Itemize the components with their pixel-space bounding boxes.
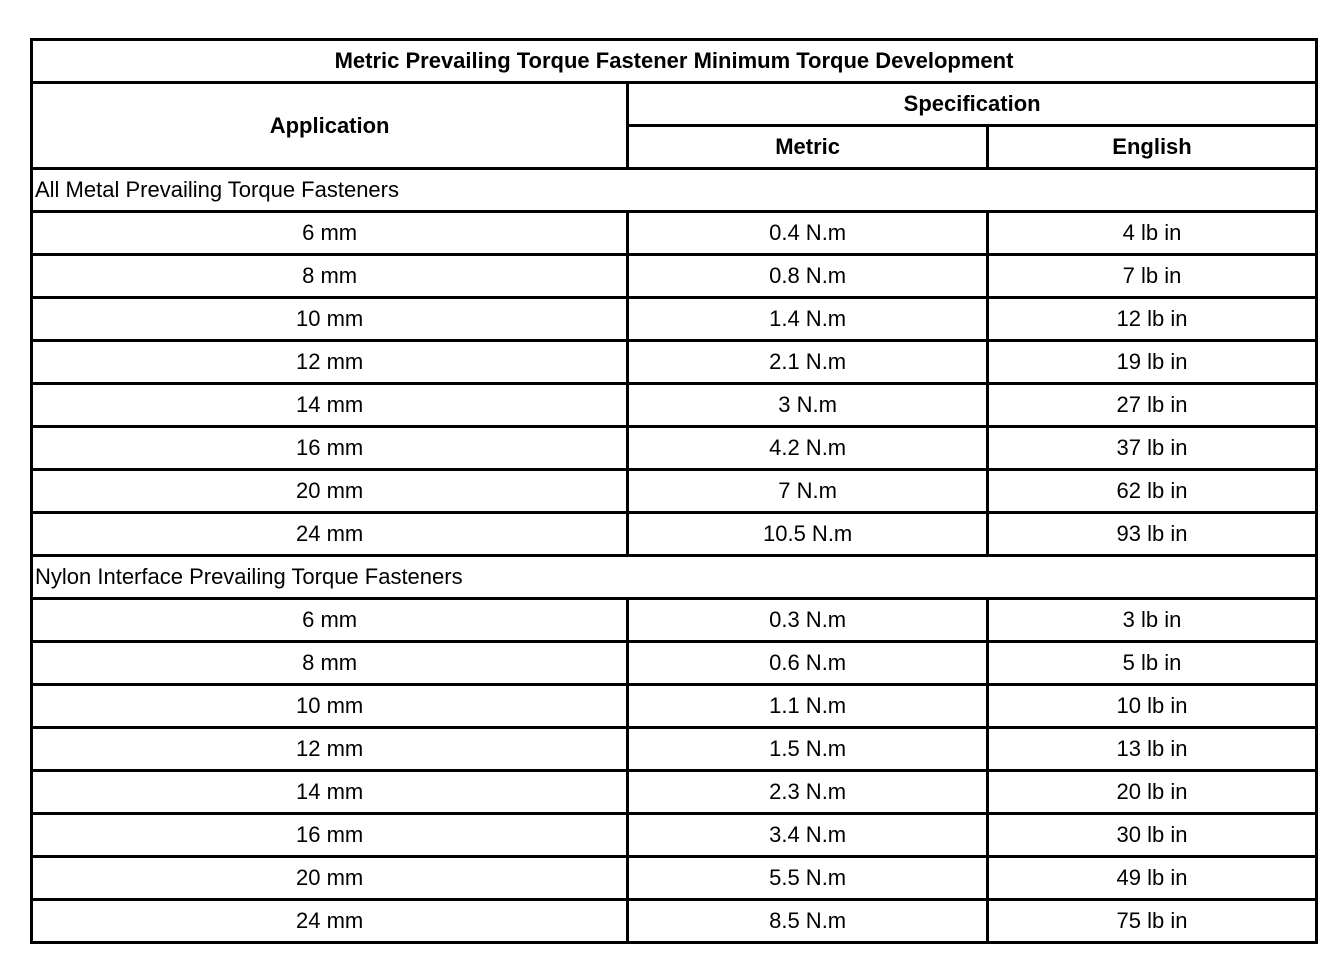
application-cell: 14 mm bbox=[32, 771, 628, 814]
metric-cell: 5.5 N.m bbox=[628, 857, 988, 900]
application-cell: 10 mm bbox=[32, 298, 628, 341]
application-cell: 16 mm bbox=[32, 427, 628, 470]
metric-cell: 7 N.m bbox=[628, 470, 988, 513]
english-cell: 62 lb in bbox=[988, 470, 1317, 513]
application-cell: 24 mm bbox=[32, 900, 628, 943]
table-row bbox=[32, 857, 1317, 900]
table-row bbox=[32, 728, 1317, 771]
application-cell: 8 mm bbox=[32, 255, 628, 298]
metric-cell: 4.2 N.m bbox=[628, 427, 988, 470]
metric-cell: 0.3 N.m bbox=[628, 599, 988, 642]
english-cell: 75 lb in bbox=[988, 900, 1317, 943]
english-cell: 20 lb in bbox=[988, 771, 1317, 814]
table-row bbox=[32, 427, 1317, 470]
col-header-english: English bbox=[988, 126, 1317, 169]
english-cell: 93 lb in bbox=[988, 513, 1317, 556]
english-cell: 7 lb in bbox=[988, 255, 1317, 298]
col-header-specification: Specification bbox=[628, 83, 1317, 126]
application-cell: 16 mm bbox=[32, 814, 628, 857]
table-row bbox=[32, 212, 1317, 255]
col-header-application: Application bbox=[32, 83, 628, 169]
application-cell: 14 mm bbox=[32, 384, 628, 427]
table-row bbox=[32, 470, 1317, 513]
english-cell: 5 lb in bbox=[988, 642, 1317, 685]
torque-table bbox=[30, 38, 1318, 944]
metric-cell: 8.5 N.m bbox=[628, 900, 988, 943]
metric-cell: 0.8 N.m bbox=[628, 255, 988, 298]
table-row bbox=[32, 341, 1317, 384]
metric-cell: 10.5 N.m bbox=[628, 513, 988, 556]
application-cell: 12 mm bbox=[32, 728, 628, 771]
table-row bbox=[32, 642, 1317, 685]
application-cell: 24 mm bbox=[32, 513, 628, 556]
english-cell: 19 lb in bbox=[988, 341, 1317, 384]
metric-cell: 3.4 N.m bbox=[628, 814, 988, 857]
table-row bbox=[32, 255, 1317, 298]
section-header-all-metal: All Metal Prevailing Torque Fasteners bbox=[32, 169, 1317, 212]
metric-cell: 2.1 N.m bbox=[628, 341, 988, 384]
table-row bbox=[32, 384, 1317, 427]
metric-cell: 1.1 N.m bbox=[628, 685, 988, 728]
application-cell: 10 mm bbox=[32, 685, 628, 728]
application-cell: 20 mm bbox=[32, 857, 628, 900]
metric-cell: 0.6 N.m bbox=[628, 642, 988, 685]
metric-cell: 1.5 N.m bbox=[628, 728, 988, 771]
application-cell: 20 mm bbox=[32, 470, 628, 513]
table-row bbox=[32, 814, 1317, 857]
section-header-nylon-interface: Nylon Interface Prevailing Torque Fasteners bbox=[32, 556, 1317, 599]
table-row bbox=[32, 513, 1317, 556]
col-header-metric: Metric bbox=[628, 126, 988, 169]
application-cell: 12 mm bbox=[32, 341, 628, 384]
table-row bbox=[32, 685, 1317, 728]
english-cell: 13 lb in bbox=[988, 728, 1317, 771]
table-row bbox=[32, 771, 1317, 814]
table-row bbox=[32, 298, 1317, 341]
metric-cell: 3 N.m bbox=[628, 384, 988, 427]
english-cell: 27 lb in bbox=[988, 384, 1317, 427]
english-cell: 37 lb in bbox=[988, 427, 1317, 470]
application-cell: 8 mm bbox=[32, 642, 628, 685]
metric-cell: 2.3 N.m bbox=[628, 771, 988, 814]
english-cell: 10 lb in bbox=[988, 685, 1317, 728]
english-cell: 12 lb in bbox=[988, 298, 1317, 341]
metric-cell: 1.4 N.m bbox=[628, 298, 988, 341]
english-cell: 30 lb in bbox=[988, 814, 1317, 857]
english-cell: 49 lb in bbox=[988, 857, 1317, 900]
table-row bbox=[32, 599, 1317, 642]
english-cell: 4 lb in bbox=[988, 212, 1317, 255]
application-cell: 6 mm bbox=[32, 212, 628, 255]
english-cell: 3 lb in bbox=[988, 599, 1317, 642]
application-cell: 6 mm bbox=[32, 599, 628, 642]
table-title: Metric Prevailing Torque Fastener Minimum Torque Development bbox=[32, 40, 1317, 83]
table-row bbox=[32, 900, 1317, 943]
metric-cell: 0.4 N.m bbox=[628, 212, 988, 255]
